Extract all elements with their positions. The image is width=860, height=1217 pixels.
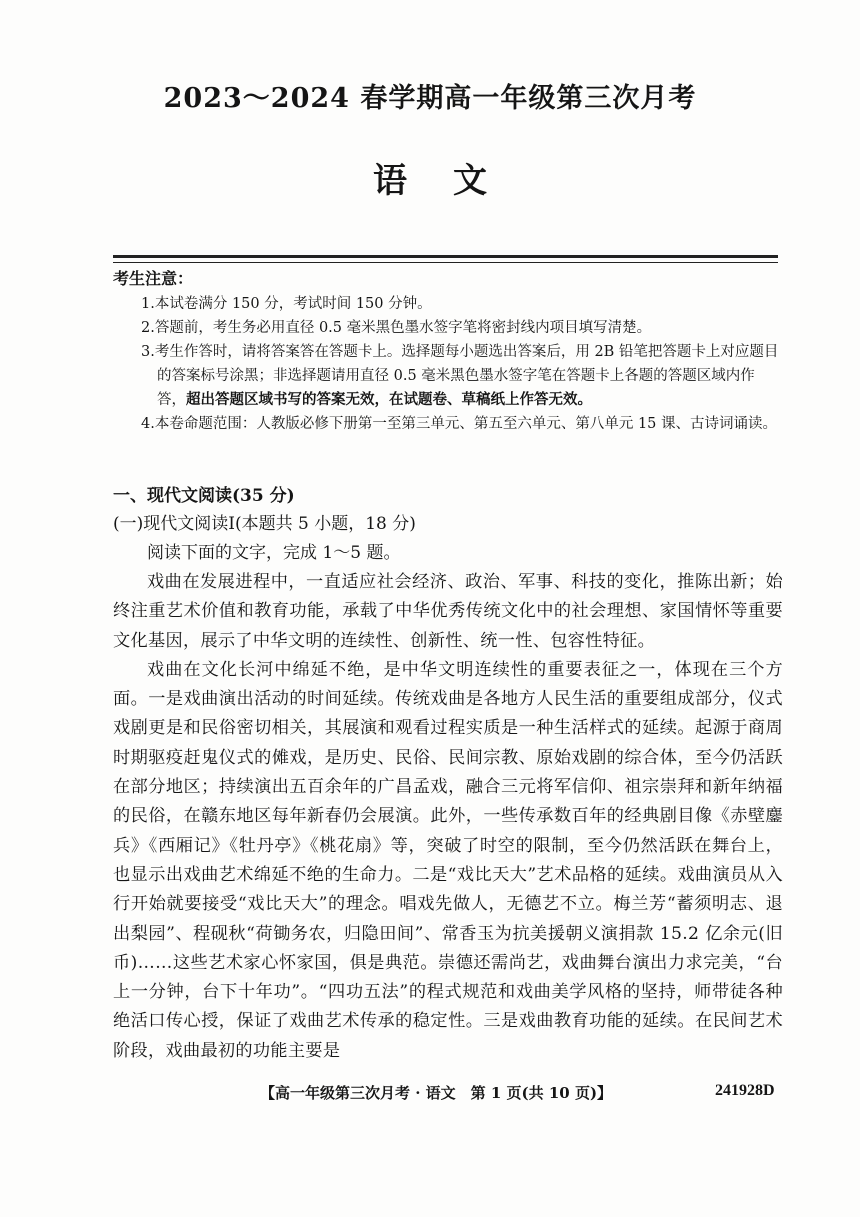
title-rule-thick xyxy=(113,255,778,258)
notice-item-1: 1.本试卷满分 150 分，考试时间 150 分钟。 xyxy=(141,296,432,312)
notice-item-2: 2.答题前，考生务必用直径 0.5 毫米黑色墨水签字笔将密封线内项目填写清楚。 xyxy=(141,320,652,336)
notice-item-3-emphasis: 超出答题区域书写的答案无效，在试题卷、草稿纸上作答无效。 xyxy=(186,392,592,408)
title-rule-thin xyxy=(113,262,778,263)
passage-paragraph-2: 戏曲在文化长河中绵延不绝，是中华文明连续性的重要表征之一，体现在三个方面。一是戏曲演出活动的时间延续。传统戏曲是各地方人民生活的重要组成部分，仪式戏剧更是和民俗密切相关，其展演和观看过程实质是一种生活样式的延续。起源于商周时期驱疫赶鬼仪式的傩戏，是历史、民俗、民间宗教、原始戏剧的综合体，至今仍活跃在部分地区；持续演出五百余年的广昌孟戏，融合三元将军信仰、祖宗崇拜和新年纳福的民俗，在赣东地区每年新春仍会展演。此外，一些传承数百年的经典剧目像《赤壁鏖兵》《西厢记》《牡丹亭》《桃花扇》等，突破了时空的限制，至今仍然活跃在舞台上，也显示出戏曲艺术绵延不绝的生命力。二是“戏比天大”艺术品格的延续。戏曲演员从入行开始就要接受“戏比天大”的理念。唱戏先做人，无德艺不立。梅兰芳“蓄须明志、退出梨园”、程砚秋“荷锄务农，归隐田间”、常香玉为抗美援朝义演捐款 15.2 亿余元(旧币)……这些艺术家心怀家国，俱是典范。崇德还需尚艺，戏曲舞台演出力求完美，“台上一分钟，台下十年功”。“四功五法”的程式规范和戏曲美学风格的坚持，师带徒各种绝活口传心授，保证了戏曲艺术传承的稳定性。三是戏曲教育功能的延续。在民间艺术阶段，戏曲最初的功能主要是 xyxy=(113,659,783,1061)
subject-title: 语文 xyxy=(373,161,533,201)
section-heading: 一、现代文阅读(35 分) xyxy=(113,486,295,506)
notice-item-3 xyxy=(113,340,783,412)
notice-item-3-text: 3.考生作答时，请将答案答在答题卡上。选择题每小题选出答案后，用 2B 铅笔把答题卡上对应题目的答案标号涂黑；非选择题请用直径 0.5 毫米黑色墨水签字笔在答题卡上各题的答题区域内作答， xyxy=(141,344,779,408)
subsection-heading: (一)现代文阅读Ⅰ(本题共 5 小题，18 分) xyxy=(113,514,416,534)
reading-section xyxy=(113,482,783,1066)
notice-heading: 考生注意： xyxy=(113,269,194,288)
exam-title: 2023～2024 春学期高一年级第三次月考 xyxy=(163,83,697,114)
reading-instruction: 阅读下面的文字，完成 1～5 题。 xyxy=(147,543,401,563)
notice-item-4: 4.本卷命题范围：人教版必修下册第一至第三单元、第五至六单元、第八单元 15 课、古诗词诵读。 xyxy=(141,416,777,432)
candidate-notice xyxy=(113,266,783,436)
passage-paragraph-1: 戏曲在发展进程中，一直适应社会经济、政治、军事、科技的变化，推陈出新；始终注重艺术价值和教育功能，承载了中华优秀传统文化中的社会理想、家国情怀等重要文化基因，展示了中华文明的连续性、创新性、统一性、包容性特征。 xyxy=(113,572,783,651)
footer-code: 241928D xyxy=(715,1082,775,1099)
footer-page-label: 【高一年级第三次月考 · 语文 第 1 页(共 10 页)】 xyxy=(260,1084,613,1102)
